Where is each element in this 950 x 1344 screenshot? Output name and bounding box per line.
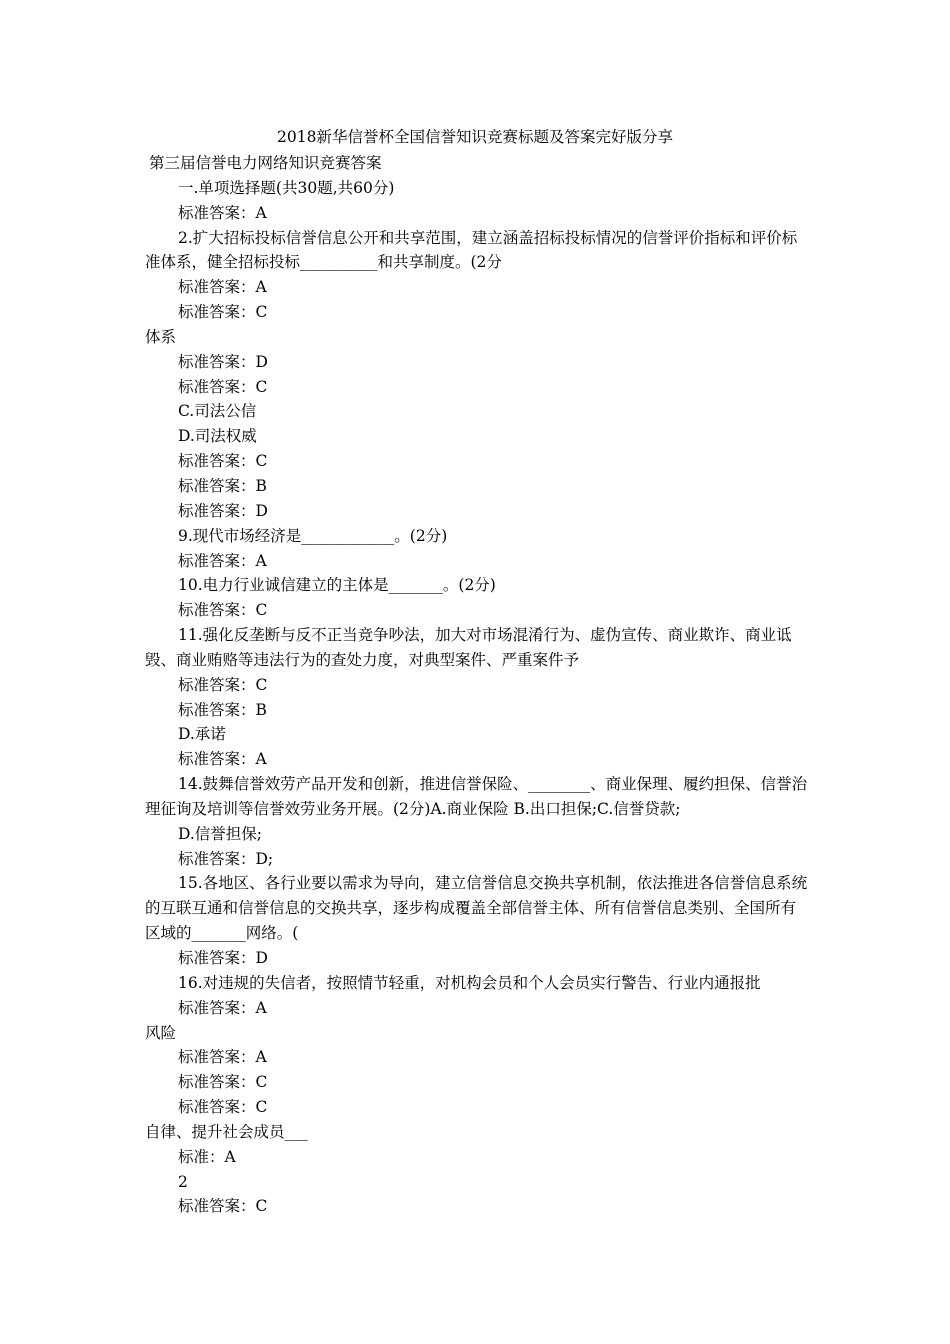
text-line: D.信誉担保; [178, 824, 263, 843]
text-line: 标准答案：A [178, 278, 267, 297]
text-paragraph [145, 226, 810, 276]
text-line: 风险 [145, 1023, 177, 1042]
text-line: 标准答案：A [178, 998, 267, 1017]
document-title: 2018新华信誉杯全国信誉知识竞赛标题及答案完好版分享 [277, 128, 673, 146]
text-line: 标准答案：C [178, 675, 268, 694]
document-body [145, 151, 810, 1219]
text-line: C.司法公信 [178, 402, 257, 421]
text-line: 标准答案：B [178, 700, 267, 719]
text-line: 标准答案：C [178, 303, 268, 322]
text-line: 标准答案：D; [178, 849, 274, 868]
text-line: 第三届信誉电力网络知识竞赛答案 [149, 154, 382, 172]
text-line: 一.单项选择题(共30题,共60分) [178, 178, 395, 197]
text-line: D.司法权威 [178, 427, 257, 446]
text-line: 标准：A [178, 1147, 236, 1166]
text-line: 标准答案：C [178, 1098, 268, 1117]
text-line: 标准答案：C [178, 601, 268, 620]
text-paragraph-content: 2.扩大招标投标信誉信息公开和共享范围，建立涵盖招标投标情况的信誉评价指标和评价标准体系，健全招标投标__________和共享制度。(2分 [145, 228, 798, 272]
text-paragraph-content: 14.鼓舞信誉效劳产品开发和创新，推进信誉保险、________、商业保理、履约担保、信誉治理征询及培训等信誉效劳业务开展。(2分)A.商业保险 B.出口担保;C.信誉贷款; [145, 775, 808, 818]
text-paragraph-content: 15.各地区、各行业要以需求为导向，建立信誉信息交换共享机制，依法推进各信誉信息系统的互联互通和信誉信息的交换共享，逐步构成覆盖全部信誉主体、所有信誉信息类别、全国所有区域的_______网络。( [145, 874, 808, 943]
text-line: 标准答案：D [178, 352, 268, 371]
text-line: 标准答案：C [178, 377, 268, 396]
text-line: 标准答案：A [178, 203, 267, 222]
text-line: 标准答案：A [178, 750, 267, 769]
text-line: 标准答案：B [178, 476, 267, 495]
text-paragraph [145, 623, 810, 673]
text-line: 标准答案：C [178, 452, 268, 471]
text-line: 标准答案：D [178, 501, 268, 520]
text-line: 标准答案：C [178, 1073, 268, 1092]
text-line: 10.电力行业诚信建立的主体是_______。(2分) [178, 576, 496, 595]
text-line: 2 [178, 1172, 188, 1191]
text-line: 16.对违规的失信者，按照情节轻重，对机构会员和个人会员实行警告、行业内通报批 [178, 973, 761, 992]
text-line: 体系 [145, 327, 177, 346]
text-line: 标准答案：C [178, 1197, 268, 1216]
text-paragraph-content: 11.强化反垄断与反不正当竞争吵法，加大对市场混淆行为、虚伪宣传、商业欺诈、商业诋毁、商业贿赂等违法行为的查处力度，对典型案件、严重案件予 [145, 626, 792, 669]
text-paragraph [145, 772, 810, 822]
text-line: 自律、提升社会成员___ [145, 1122, 308, 1141]
text-line: 标准答案：A [178, 551, 267, 570]
text-line: 标准答案：D [178, 949, 268, 967]
text-line: 标准答案：A [178, 1048, 267, 1067]
text-paragraph [145, 871, 810, 946]
text-line: 9.现代市场经济是____________。(2分) [178, 526, 448, 545]
text-line: D.承诺 [178, 725, 226, 744]
